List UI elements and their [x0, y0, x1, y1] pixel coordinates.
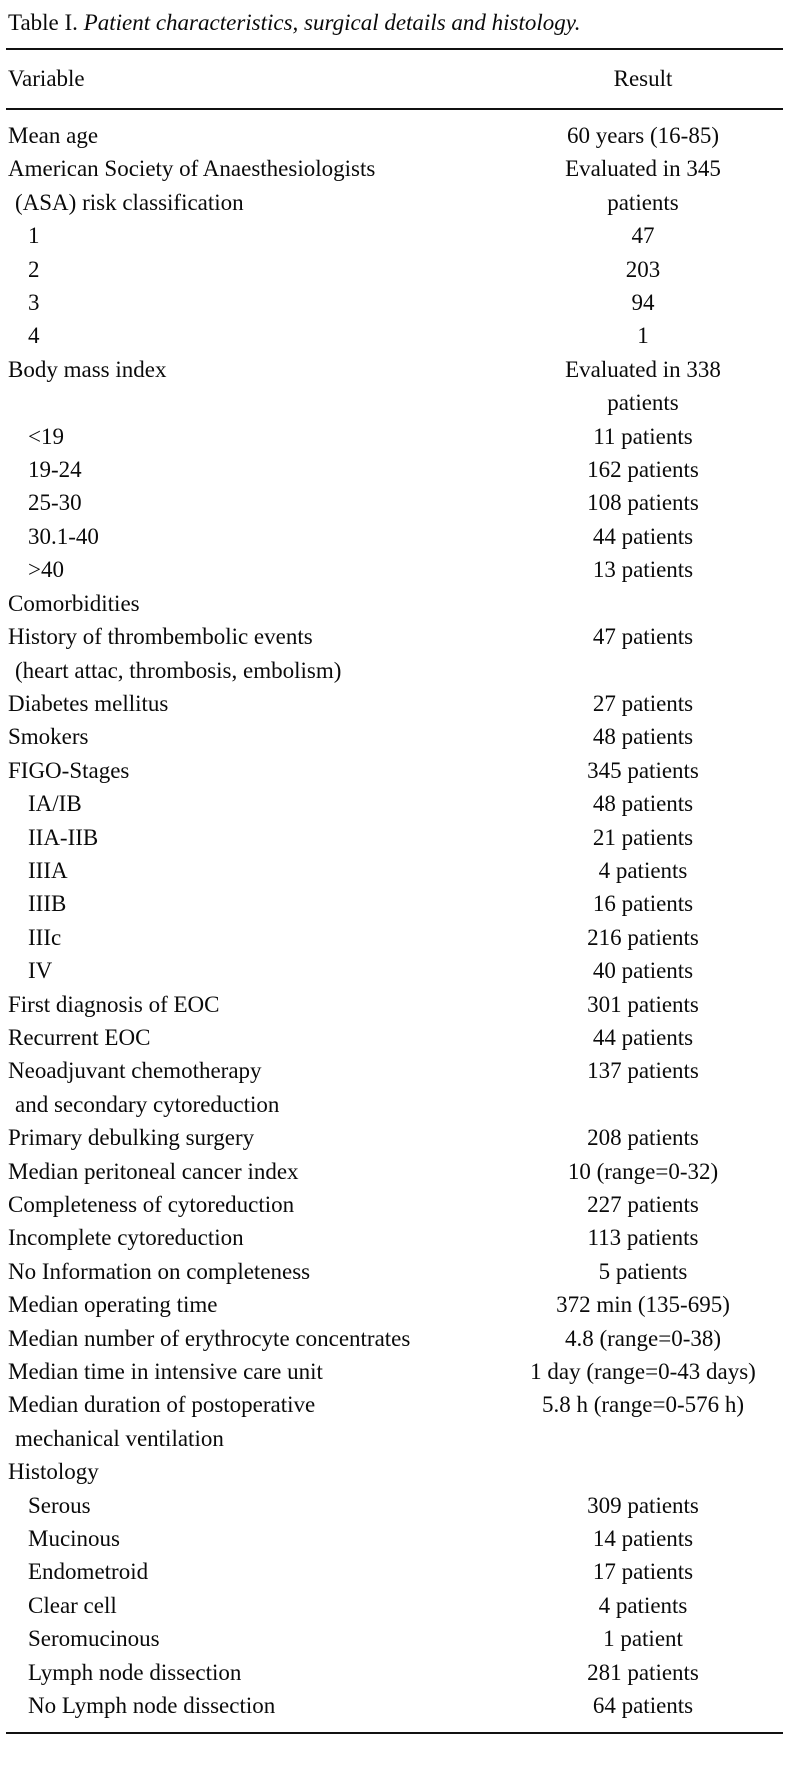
table-row: [6, 286, 783, 319]
row-value: 5.8 h (range=0-576 h): [541, 1392, 745, 1418]
row-value: 203: [625, 256, 661, 282]
row-label: Neoadjuvant chemotherapy: [8, 1058, 262, 1084]
row-value: 5 patients: [598, 1258, 688, 1284]
table-row: [6, 219, 783, 252]
row-label: IA/IB: [28, 791, 82, 817]
row-label: Median duration of postoperative: [8, 1392, 316, 1418]
row-value: 64 patients: [592, 1693, 694, 1719]
row-value: 216 patients: [587, 924, 699, 950]
row-value: 227 patients: [587, 1192, 699, 1217]
row-value: 44 patients: [592, 523, 694, 549]
table-row: [6, 1322, 783, 1355]
column-header-variable: Variable: [8, 66, 85, 91]
table-row: [6, 1522, 783, 1555]
row-label: History of thrombembolic events: [8, 624, 313, 650]
table-row: [6, 1656, 783, 1689]
row-value: 208 patients: [587, 1125, 699, 1151]
row-value: 301 patients: [587, 991, 699, 1017]
table-row: [6, 988, 783, 1021]
table-row: [6, 553, 783, 586]
row-label: Median time in intensive care unit: [8, 1359, 323, 1385]
row-value: 21 patients: [592, 824, 694, 850]
row-value: 108 patients: [587, 490, 699, 516]
table-row: [6, 720, 783, 753]
table-row: [6, 1155, 783, 1188]
table-row: [6, 754, 783, 787]
row-value: 94: [631, 290, 655, 316]
table-row: [6, 854, 783, 887]
row-label: Body mass index: [8, 356, 167, 382]
table-row: [6, 1689, 783, 1722]
table-row: [6, 353, 783, 386]
row-value: [503, 1422, 783, 1455]
table-row: [6, 1422, 783, 1455]
row-value: 48 patients: [592, 791, 694, 817]
table-row: [6, 1489, 783, 1522]
row-label: mechanical ventilation: [15, 1425, 224, 1451]
table-row: [6, 520, 783, 553]
row-value: patients: [607, 189, 679, 215]
row-value: 40 patients: [592, 958, 694, 984]
row-value: 44 patients: [592, 1024, 694, 1050]
table-title: [6, 0, 783, 48]
column-header-result: Result: [613, 66, 673, 91]
row-value: 10 (range=0-32): [567, 1158, 719, 1184]
row-label: 25-30: [28, 490, 82, 516]
table-row: [6, 119, 783, 152]
row-value: 14 patients: [592, 1526, 694, 1552]
table-row: [6, 1355, 783, 1388]
row-value: 137 patients: [587, 1058, 699, 1084]
table-row: [6, 1388, 783, 1421]
row-label: IIIA: [28, 857, 68, 883]
row-label: American Society of Anaesthesiologists: [8, 156, 376, 182]
row-label: IIA-IIB: [28, 824, 99, 850]
row-label: and secondary cytoreduction: [15, 1091, 280, 1117]
row-label: Primary debulking surgery: [8, 1125, 255, 1151]
table-row: [6, 1221, 783, 1254]
row-value: 17 patients: [592, 1559, 694, 1585]
row-label: Recurrent EOC: [8, 1024, 151, 1050]
table-row: [6, 152, 783, 185]
row-value: 48 patients: [592, 724, 694, 750]
table-title-caption: Patient characteristics, surgical details and histology.: [83, 10, 581, 35]
table-row: [6, 1622, 783, 1655]
table-row: [6, 453, 783, 486]
table-body: [6, 110, 783, 1734]
row-label: Completeness of cytoreduction: [8, 1192, 295, 1217]
row-label: Incomplete cytoreduction: [8, 1225, 244, 1251]
table-row: [6, 186, 783, 219]
row-value: 162 patients: [587, 457, 699, 483]
table-row: [6, 1021, 783, 1054]
row-label: No Information on completeness: [8, 1258, 311, 1284]
row-value: 372 min (135-695): [556, 1292, 730, 1318]
row-label: Seromucinous: [28, 1626, 160, 1652]
table-row: [6, 921, 783, 954]
table-row: [6, 1589, 783, 1622]
row-value: 47 patients: [592, 624, 694, 650]
table-row: [6, 1188, 783, 1221]
row-value: patients: [607, 390, 679, 416]
row-label: Comorbidities: [8, 590, 140, 616]
table-row: [6, 1288, 783, 1321]
row-label: Histology: [8, 1459, 99, 1485]
row-value: 60 years (16-85): [566, 123, 719, 148]
row-value: 113 patients: [587, 1225, 699, 1251]
row-value: 4 patients: [598, 857, 688, 883]
row-value: 16 patients: [592, 891, 694, 917]
table-row: [6, 420, 783, 453]
row-label: [6, 386, 503, 419]
table-row: [6, 486, 783, 519]
table-row: [6, 587, 783, 620]
row-label: Lymph node dissection: [28, 1659, 242, 1685]
row-label: (ASA) risk classification: [15, 189, 244, 215]
row-value: [503, 1455, 783, 1488]
row-label: First diagnosis of EOC: [8, 991, 220, 1017]
row-value: 4.8 (range=0-38): [564, 1325, 722, 1351]
table-title-prefix: Table I.: [8, 10, 78, 35]
row-label: Diabetes mellitus: [8, 690, 169, 716]
table-row: [6, 787, 783, 820]
row-label: IIIB: [28, 891, 67, 917]
table-row: [6, 1088, 783, 1121]
row-value: [503, 654, 783, 687]
table-row: [6, 1455, 783, 1488]
row-value: [503, 1088, 783, 1121]
row-label: 3: [28, 290, 40, 316]
row-label: Clear cell: [28, 1592, 117, 1618]
row-label: Median peritoneal cancer index: [8, 1158, 299, 1184]
table-row: [6, 687, 783, 720]
row-value: 1 day (range=0-43 days): [530, 1359, 756, 1385]
table-row: [6, 620, 783, 653]
table-row: [6, 319, 783, 352]
row-value: 4 patients: [598, 1592, 688, 1618]
row-label: Endometroid: [28, 1559, 149, 1585]
row-value: Evaluated in 338: [565, 356, 721, 382]
row-label: >40: [28, 557, 64, 583]
row-label: Mucinous: [28, 1526, 120, 1552]
table-row: [6, 1255, 783, 1288]
table-row: [6, 821, 783, 854]
row-label: 1: [28, 223, 40, 249]
row-value: 13 patients: [592, 557, 694, 583]
row-label: 19-24: [28, 457, 82, 483]
row-value: [503, 587, 783, 620]
row-label: Smokers: [8, 724, 89, 750]
table-row: [6, 954, 783, 987]
row-label: IIIc: [28, 924, 62, 950]
row-value: Evaluated in 345: [565, 156, 721, 182]
row-value: 345 patients: [587, 757, 699, 783]
table-row: [6, 887, 783, 920]
row-value: 27 patients: [592, 690, 694, 716]
table-row: [6, 1121, 783, 1154]
row-label: 30.1-40: [28, 523, 99, 549]
table-row: [6, 654, 783, 687]
row-value: 11 patients: [593, 423, 693, 449]
table-row: [6, 1054, 783, 1087]
row-value: 1: [637, 323, 649, 349]
row-label: (heart attac, thrombosis, embolism): [15, 657, 342, 683]
table-row: [6, 1555, 783, 1588]
row-value: 1 patient: [603, 1626, 683, 1652]
row-value: 309 patients: [587, 1492, 699, 1518]
row-label: Serous: [28, 1492, 91, 1518]
table-row: [6, 386, 783, 419]
row-label: No Lymph node dissection: [28, 1693, 276, 1719]
row-value: 47: [631, 223, 655, 249]
row-label: Median operating time: [8, 1292, 218, 1318]
row-label: Mean age: [8, 123, 99, 148]
row-label: FIGO-Stages: [8, 757, 130, 783]
row-label: <19: [28, 423, 64, 449]
row-value: 281 patients: [587, 1659, 699, 1685]
row-label: IV: [28, 958, 53, 984]
table-row: [6, 253, 783, 286]
table-header-row: [6, 48, 783, 110]
row-label: Median number of erythrocyte concentrates: [8, 1325, 411, 1351]
row-label: 2: [28, 256, 40, 282]
row-label: 4: [28, 323, 40, 349]
